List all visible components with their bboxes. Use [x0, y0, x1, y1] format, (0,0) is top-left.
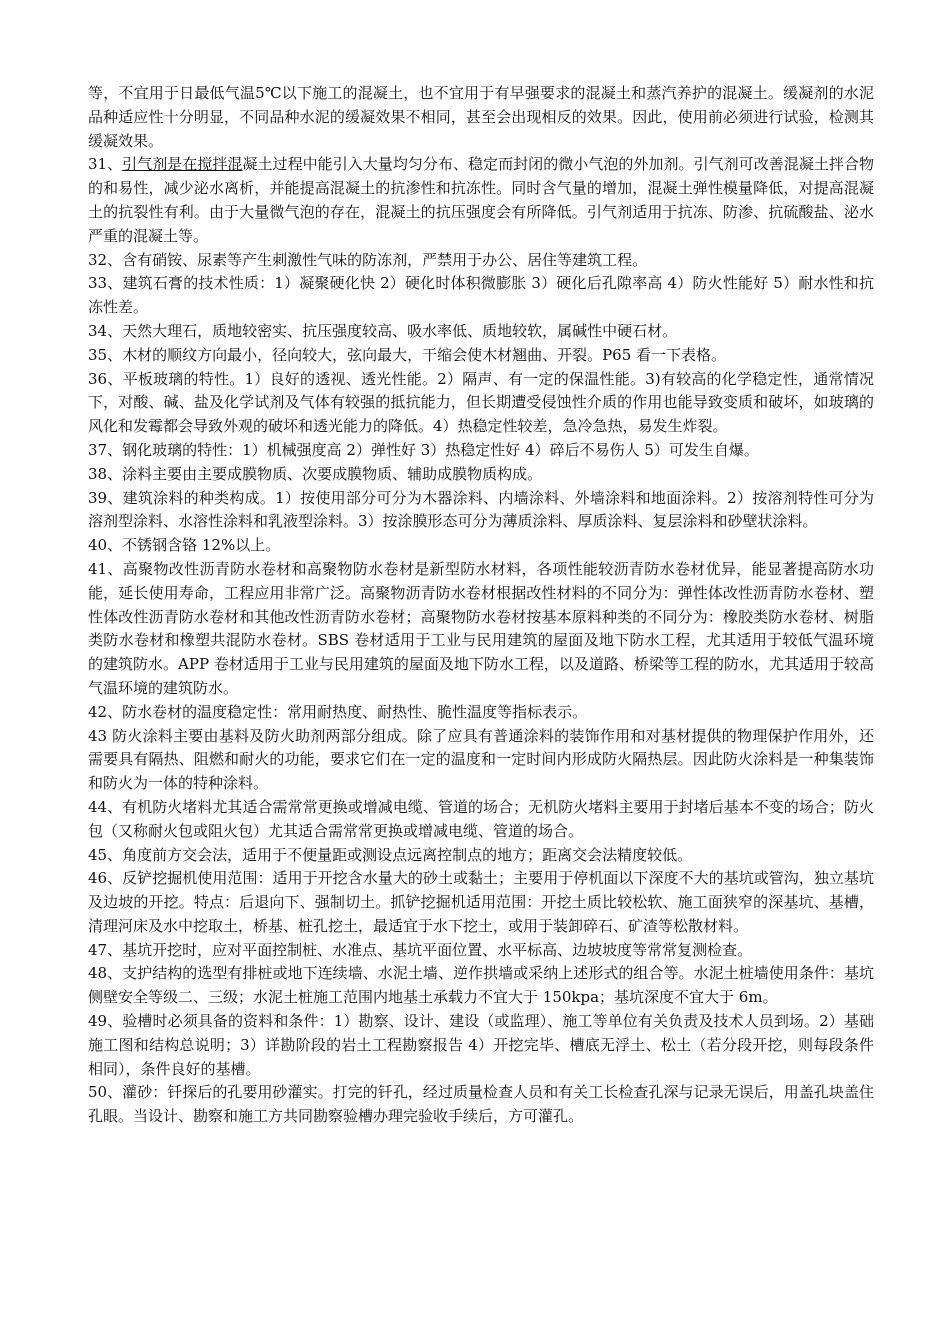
paragraph-44: 44、有机防火堵料尤其适合需常常更换或增减电缆、管道的场合；无机防火堵料主要用于封堵后基本不变的场合；防火包（又称耐火包或阻火包）尤其适合需常常更换或增减电缆、管道的场合。	[88, 797, 874, 840]
item-number: 31、	[88, 155, 123, 174]
paragraph-41: 41、高聚物改性沥青防水卷材和高聚物防水卷材是新型防水材料，各项性能较沥青防水卷材优异，能显著提高防水功能，延长使用寿命，工程应用非常广泛。高聚物沥青防水卷材根据改性材料的不同分为：弹性体改性沥青防水卷材、塑性体改性沥青防水卷材和其他改性沥青防水卷材；高聚物防水卷材按基本原料种类的不同分为：橡胶类防水卷材、树脂类防水卷材和橡塑共混防水卷材。SBS 卷材适用于工业与民用建筑的屋面及地下防水工程，尤其适用于较低气温环境的建筑防水。APP 卷材适用于工业与民用建筑的屋面及地下防水工程，以及道路、桥梁等工程的防水，尤其适用于较高气温环境的建筑防水。	[88, 559, 874, 697]
paragraph-45: 45、角度前方交会法，适用于不便量距或测设点远离控制点的地方；距离交会法精度较低。	[88, 845, 693, 864]
document-page	[88, 82, 874, 1129]
paragraph-34: 34、天然大理石，质地较密实、抗压强度较高、吸水率低、质地较软，属碱性中硬石材。	[88, 321, 678, 340]
paragraph-43: 43 防火涂料主要由基料及防火助剂两部分组成。除了应具有普通涂料的装饰作用和对基材提供的物理保护作用外，还需要具有隔热、阻燃和耐火的功能，要求它们在一定的温度和一定时间内形成防火隔热层。因此防火涂料是一种集装饰和防火为一体的特种涂料。	[88, 726, 874, 793]
paragraph-42: 42、防水卷材的温度稳定性：常用耐热度、耐热性、脆性温度等指标表示。	[88, 702, 588, 721]
paragraph-36: 36、平板玻璃的特性。1）良好的透视、透光性能。2）隔声、有一定的保温性能。3)有较高的化学稳定性，通常情况下，对酸、碱、盐及化学试剂及气体有较强的抵抗能力，但长期遭受侵蚀性介质的作用也能导致变质和破坏，如玻璃的风化和发霉都会导致外观的破坏和透光能力的降低。4）热稳定性较差，急冷急热，易发生炸裂。	[88, 369, 874, 436]
paragraph-40: 40、不锈钢含铬 12%以上。	[88, 536, 281, 555]
paragraph-delay-agent-continued: 等，不宜用于日最低气温5℃以下施工的混凝土，也不宜用于有早强要求的混凝土和蒸汽养护的混凝土。缓凝剂的水泥品种适应性十分明显，不同品种水泥的缓凝效果不相同，甚至会出现相反的效果。因此，使用前必须进行试验，检测其缓凝效果。	[88, 84, 874, 150]
paragraph-47: 47、基坑开挖时，应对平面控制桩、水准点、基坑平面位置、水平标高、边坡坡度等常常复测检查。	[88, 940, 753, 959]
paragraph-32: 32、含有硝铵、尿素等产生刺激性气味的防冻剂，严禁用于办公、居住等建筑工程。	[88, 250, 648, 269]
paragraph-39: 39、建筑涂料的种类构成。1）按使用部分可分为木器涂料、内墙涂料、外墙涂料和地面涂料。2）按溶剂特性可分为溶剂型涂料、水溶性涂料和乳液型涂料。3）按涂膜形态可分为薄质涂料、厚质涂料、复层涂料和砂壁状涂料。	[88, 488, 874, 531]
paragraph-35: 35、木材的顺纹方向最小，径向较大，弦向最大，干缩会使木材翘曲、开裂。P65 看一下表格。	[88, 345, 727, 364]
paragraph-50: 50、灌砂：钎探后的孔要用砂灌实。打完的钎孔，经过质量检查人员和有关工长检查孔深与记录无误后，用盖孔块盖住孔眼。当设计、勘察和施工方共同勘察验槽办理完验收手续后，方可灌孔。	[88, 1083, 874, 1126]
paragraph-46: 46、反铲挖掘机使用范围：适用于开挖含水量大的砂土或黏土；主要用于停机面以下深度不大的基坑或管沟，独立基坑及边坡的开挖。特点：后退向下、强制切土。抓铲挖掘机适用范围：开挖土质比较松软、施工面狭窄的深基坑、基槽，清理河床及水中挖取土，桥基、桩孔挖土，最适宜于水下挖土，或用于装卸碎石、矿渣等松散材料。	[88, 869, 874, 935]
paragraph-33: 33、建筑石膏的技术性质：1）凝聚硬化快 2）硬化时体积微膨胀 3）硬化后孔隙率高 4）防火性能好 5）耐水性和抗冻性差。	[88, 274, 874, 317]
paragraph-48: 48、支护结构的选型有排桩或地下连续墙、水泥土墙、逆作拱墙或采纳上述形式的组合等。水泥土桩墙使用条件：基坑侧壁安全等级二、三级；水泥土桩施工范围内地基土承载力不宜大于 150kpa；基坑深度不宜大于 6m。	[88, 964, 874, 1007]
paragraph-body: 凝土过程中能引入大量均匀分布、稳定而封闭的微小气泡的外加剂。引气剂可改善混凝土拌合物的和易性，减少泌水离析，并能提高混凝土的抗渗性和抗冻性。同时含气量的增加，混凝土弹性模量降低，对提高混凝土的抗裂性有利。由于大量微气泡的存在，混凝土的抗压强度会有所降低。引气剂适用于抗冻、防渗、抗硫酸盐、泌水严重的混凝土等。	[88, 155, 874, 245]
paragraph-31-air-entraining-agent	[88, 153, 874, 248]
paragraph-49: 49、验槽时必须具备的资料和条件：1）勘察、设计、建设（或监理）、施工等单位有关负责及技术人员到场。2）基础施工图和结构总说明；3）详勘阶段的岩土工程勘察报告 4）开挖完毕、槽底无浮土、松土（若分段开挖，则每段条件相同），条件良好的基槽。	[88, 1012, 874, 1078]
paragraph-38: 38、涂料主要由主要成膜物质、次要成膜物质、辅助成膜物质构成。	[88, 464, 543, 483]
paragraph-37: 37、钢化玻璃的特性：1）机械强度高 2）弹性好 3）热稳定性好 4）碎后不易伤人 5）可发生自爆。	[88, 440, 759, 459]
underlined-term: 引气剂是在搅拌混	[122, 155, 243, 174]
